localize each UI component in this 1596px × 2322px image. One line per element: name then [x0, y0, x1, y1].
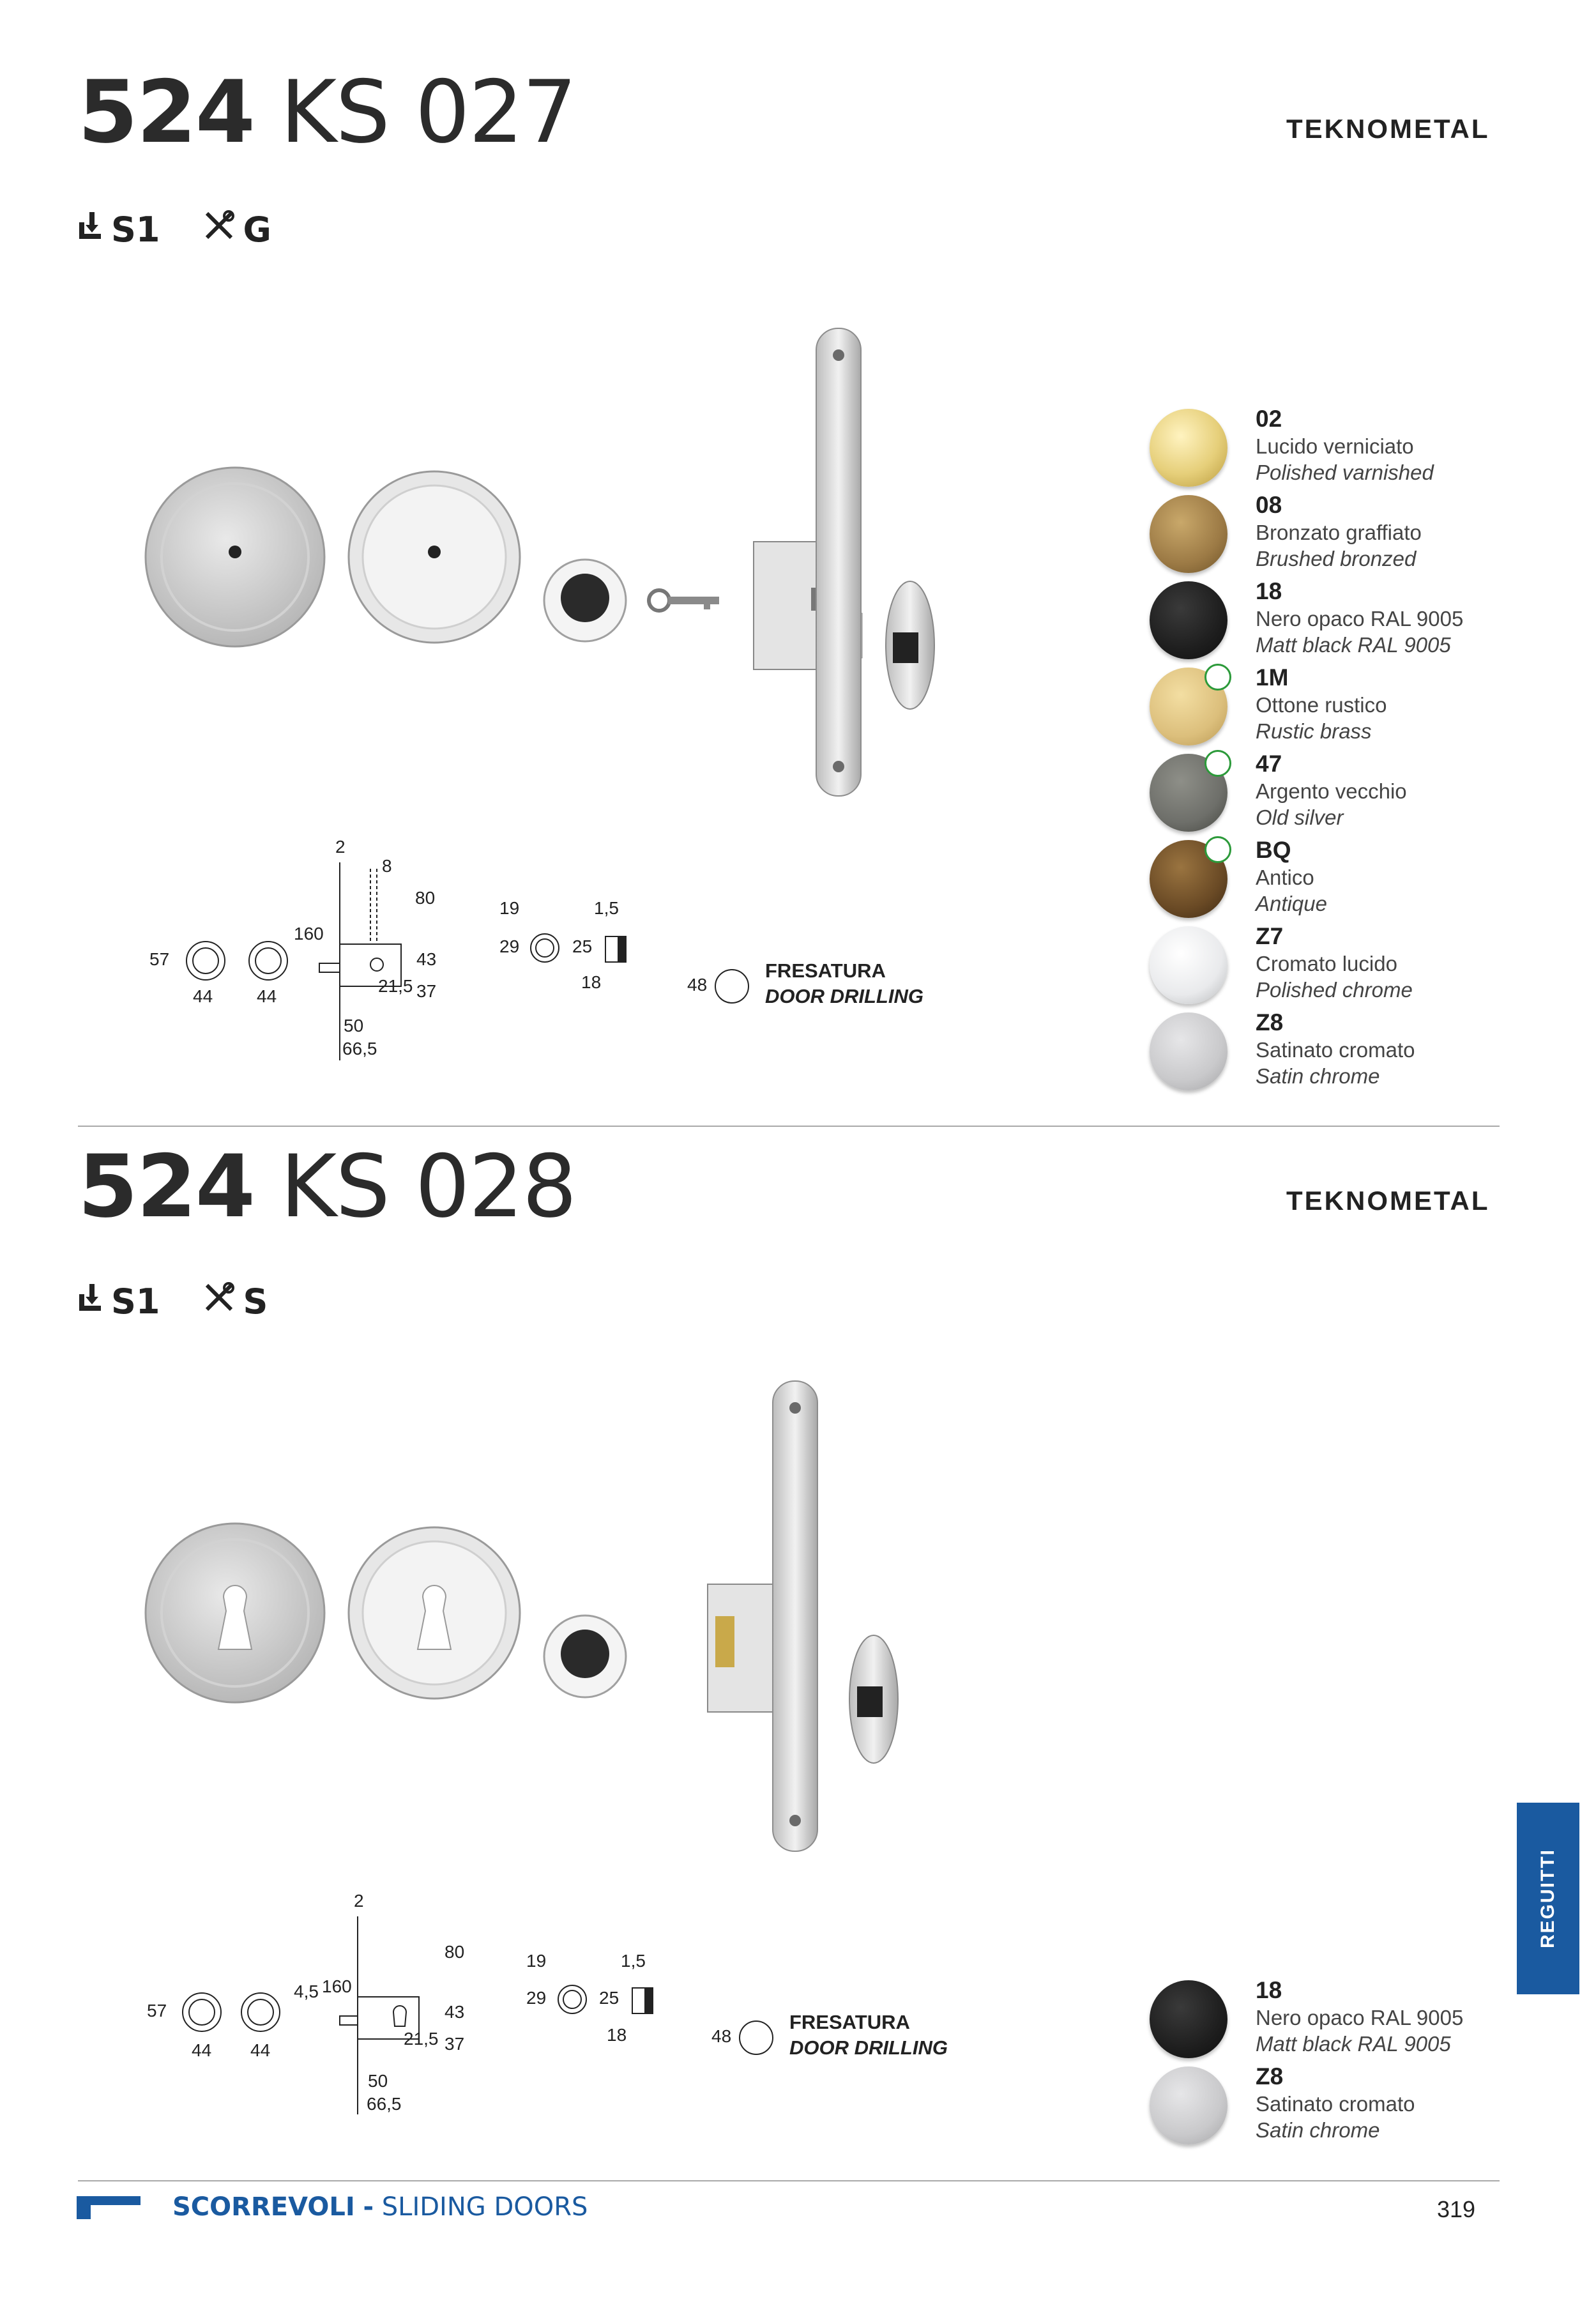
dim-2: 2: [335, 837, 346, 857]
product-number: 524: [78, 1136, 254, 1237]
finish-swatch: [1150, 668, 1227, 745]
dim-1-5: 1,5: [621, 1951, 646, 1971]
finish-name-it: Nero opaco RAL 9005: [1256, 2006, 1464, 2029]
dim-80: 80: [415, 888, 436, 908]
drilling-label-it: FRESATURA: [789, 2011, 910, 2033]
hand-made-badge-icon: [1205, 836, 1231, 863]
technical-drawing: [141, 1884, 971, 2140]
lock-body: [754, 328, 862, 796]
finish-item: [1150, 923, 1463, 1012]
finish-name-en: Polished chrome: [1256, 978, 1413, 1002]
tag-row: [77, 1281, 268, 1322]
side-tab-label: REGUITTI: [1537, 1849, 1558, 1948]
finish-name-it: Lucido verniciato: [1256, 434, 1414, 458]
footer-section-en: SLIDING DOORS: [381, 2192, 588, 2222]
finish-name-en: Antique: [1256, 892, 1327, 915]
dim-25: 25: [572, 936, 593, 956]
footer-rule: [78, 2180, 1500, 2181]
finish-swatch: [1150, 1012, 1227, 1090]
finish-swatch: [1150, 2066, 1227, 2144]
drilling-label-it: FRESATURA: [765, 959, 886, 982]
finish-name-en: Matt black RAL 9005: [1256, 633, 1451, 657]
finish-name-en: Satin chrome: [1256, 2118, 1380, 2142]
finish-swatch: [1150, 581, 1227, 659]
product-number: 524: [78, 62, 254, 162]
finish-name-it: Antico: [1256, 866, 1314, 889]
dim-18: 18: [607, 2025, 627, 2045]
round-flush-pull-light: [349, 471, 520, 643]
finish-swatch: [1150, 495, 1227, 573]
dim-43: 43: [445, 2002, 465, 2022]
dim-2: 2: [354, 1891, 364, 1911]
finish-item: [1150, 837, 1463, 926]
finish-code: Z8: [1256, 1009, 1284, 1035]
installation-code: S1: [111, 210, 160, 250]
lock-body: [708, 1381, 817, 1851]
finish-item: [1150, 664, 1463, 754]
side-tab[interactable]: [1517, 1803, 1579, 1994]
brand-name: TEKNOMETAL: [1286, 1186, 1490, 1216]
finish-swatch: [1150, 1980, 1227, 2058]
finish-name-en: Satin chrome: [1256, 1064, 1380, 1088]
dim-80: 80: [445, 1942, 465, 1962]
finish-name-it: Satinato cromato: [1256, 1038, 1415, 1062]
dim-25: 25: [599, 1988, 619, 2008]
installation-icon: [77, 210, 103, 250]
round-flush-pull-euro-cylinder-light: [349, 1527, 520, 1699]
dim-21-5: 21,5: [378, 976, 413, 996]
door-drilling-label: [789, 2010, 948, 2061]
dim-44-a: 44: [193, 986, 213, 1006]
round-flush-pull-euro-cylinder: [146, 1524, 324, 1702]
brand-logo-icon: [77, 2194, 141, 2219]
tools-icon: [203, 1281, 235, 1322]
hand-made-badge-icon: [1205, 664, 1231, 691]
dim-66-5: 66,5: [342, 1039, 377, 1058]
dim-44-b: 44: [257, 986, 277, 1006]
finish-name-it: Ottone rustico: [1256, 693, 1387, 717]
finish-name-it: Argento vecchio: [1256, 779, 1407, 803]
tools-code: S: [243, 1281, 268, 1322]
tools-code: G: [243, 210, 271, 250]
finish-item: [1150, 2063, 1463, 2153]
section-divider: [78, 1126, 1500, 1127]
dim-44-b: 44: [250, 2040, 271, 2060]
finish-name-en: Matt black RAL 9005: [1256, 2032, 1451, 2056]
finish-name-en: Old silver: [1256, 806, 1344, 829]
dim-8: 8: [382, 856, 392, 876]
dim-18: 18: [581, 972, 602, 992]
installation-code: S1: [111, 1281, 160, 1322]
tag-row: [77, 210, 271, 250]
finish-item: [1150, 406, 1463, 495]
finish-swatch: [1150, 840, 1227, 918]
strike-plate: [849, 1635, 898, 1763]
finish-code: 18: [1256, 578, 1282, 604]
dim-1-5: 1,5: [594, 898, 619, 918]
product-code: KS 027: [280, 62, 576, 162]
finish-code: 18: [1256, 1977, 1282, 2003]
finish-name-it: Nero opaco RAL 9005: [1256, 607, 1464, 630]
dim-4-5: 4,5: [294, 1982, 319, 2001]
dim-57: 57: [147, 2001, 167, 2020]
dim-160: 160: [322, 1976, 352, 1996]
brand-name: TEKNOMETAL: [1286, 114, 1490, 144]
finish-swatch: [1150, 754, 1227, 832]
finish-item: [1150, 1009, 1463, 1099]
finish-swatch: [1150, 409, 1227, 487]
dim-44-a: 44: [192, 2040, 212, 2060]
product-title: [78, 62, 576, 162]
finish-code: 08: [1256, 492, 1282, 518]
finger-pull: [544, 1615, 626, 1697]
page-number: 319: [1437, 2196, 1476, 2222]
dim-57: 57: [149, 949, 170, 969]
dim-29: 29: [499, 936, 520, 956]
hand-made-badge-icon: [1205, 750, 1231, 777]
finishes-list: [1150, 406, 1464, 1099]
finish-name-en: Rustic brass: [1256, 719, 1372, 743]
product-photo: [141, 1373, 926, 1859]
strike-plate: [886, 581, 934, 709]
finish-name-en: Polished varnished: [1256, 461, 1434, 484]
door-drilling-label: [765, 958, 923, 1009]
finishes-list: [1150, 1977, 1464, 2153]
finish-name-en: Brushed bronzed: [1256, 547, 1417, 570]
dim-21-5: 21,5: [404, 2029, 439, 2049]
drilling-label-en: DOOR DRILLING: [789, 2036, 948, 2059]
finish-code: Z8: [1256, 2063, 1284, 2089]
dim-50: 50: [368, 2071, 388, 2091]
dim-19: 19: [526, 1951, 547, 1971]
dim-66-5: 66,5: [367, 2094, 402, 2114]
finger-pull: [544, 560, 626, 641]
dim-50: 50: [344, 1016, 364, 1035]
dim-29: 29: [526, 1988, 547, 2008]
round-flush-pull-satin: [146, 468, 324, 646]
finish-item: [1150, 578, 1464, 668]
finish-code: BQ: [1256, 837, 1291, 863]
footer-section-title: [172, 2192, 588, 2222]
finish-item: [1150, 751, 1463, 840]
product-photo: [141, 319, 952, 805]
finish-name-it: Bronzato graffiato: [1256, 521, 1422, 544]
dim-48: 48: [687, 975, 708, 995]
finish-item: [1150, 1977, 1464, 2066]
finish-code: 1M: [1256, 664, 1289, 691]
technical-drawing: [141, 830, 971, 1086]
footer-separator: -: [363, 2192, 374, 2222]
dim-160: 160: [294, 924, 324, 943]
footer-section-it: SCORREVOLI: [172, 2192, 355, 2222]
dim-43: 43: [416, 949, 437, 969]
dim-37: 37: [416, 981, 437, 1001]
finish-item: [1150, 492, 1463, 581]
dim-48: 48: [711, 2026, 732, 2046]
finish-swatch: [1150, 926, 1227, 1004]
finish-name-it: Satinato cromato: [1256, 2092, 1415, 2116]
finish-code: Z7: [1256, 923, 1284, 949]
finish-name-it: Cromato lucido: [1256, 952, 1397, 975]
finish-code: 47: [1256, 751, 1282, 777]
finish-code: 02: [1256, 406, 1282, 432]
product-code: KS 028: [280, 1136, 576, 1237]
installation-icon: [77, 1281, 103, 1322]
drilling-label-en: DOOR DRILLING: [765, 985, 923, 1007]
key: [649, 590, 719, 611]
product-title: [78, 1136, 576, 1237]
dim-19: 19: [499, 898, 520, 918]
dim-37: 37: [445, 2034, 465, 2054]
tools-icon: [203, 210, 235, 250]
